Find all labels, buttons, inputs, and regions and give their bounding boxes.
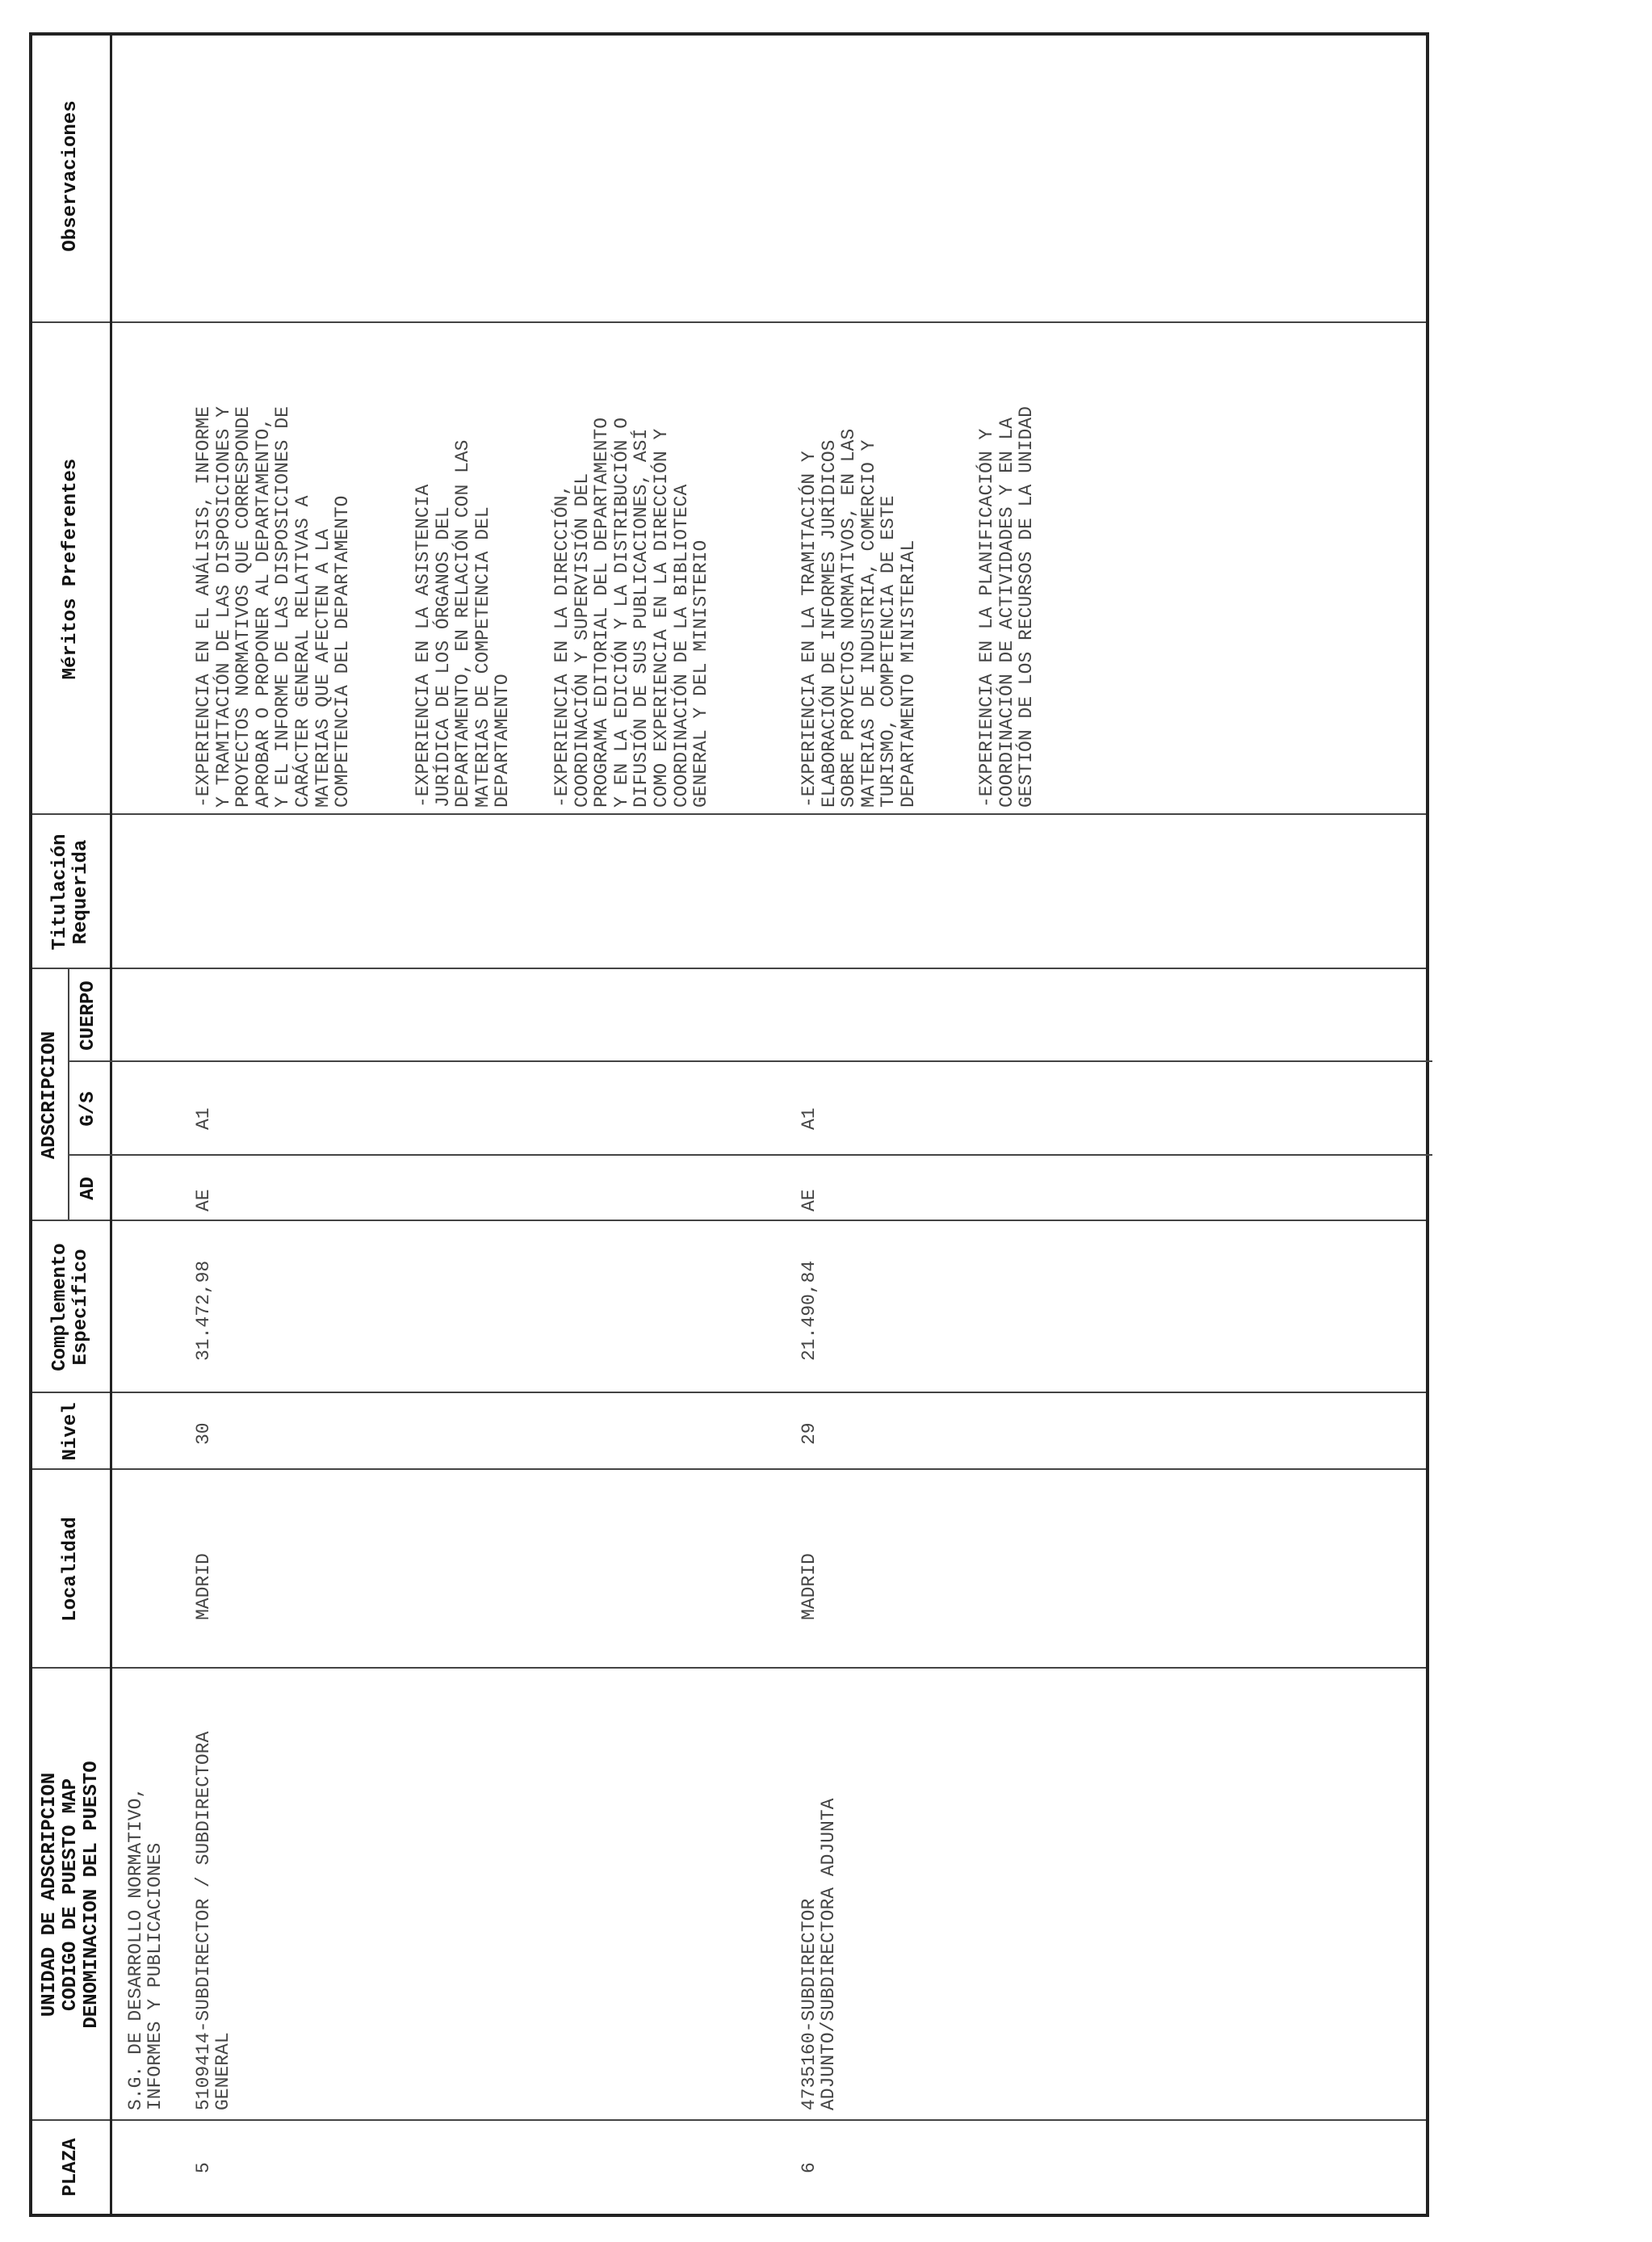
column-divider [32,321,1426,323]
header-observaciones: Observaciones [60,100,82,252]
row-5-nivel: 30 [193,1422,214,1445]
row-6-nivel: 29 [799,1422,820,1445]
header-plaza: PLAZA [60,2138,82,2197]
row-6-puesto: 4735160-SUBDIRECTOR ADJUNTO/SUBDIRECTORA ADJUNTA [799,1798,839,2110]
column-divider [32,1392,1426,1393]
row-5-gs: A1 [193,1107,214,1130]
row-6-complemento: 21.490,84 [799,1260,820,1361]
column-divider [32,1667,1426,1669]
column-divider [32,2119,1426,2121]
row-6-gs: A1 [799,1107,820,1130]
row-6-plaza: 6 [799,2162,820,2173]
row-6-localidad: MADRID [799,1553,820,1620]
row-5-puesto: 5109414-SUBDIRECTOR / SUBDIRECTORA GENERAL [193,1731,233,2110]
row-5-complemento: 31.472,98 [193,1260,214,1361]
gs-cuerpo-divider [68,1060,1432,1062]
row-5-ad: AE [193,1189,214,1211]
header-meritos: Méritos Preferentes [60,458,82,680]
header-rule [110,36,112,2214]
header-titulacion: Titulación Requerida [49,833,92,951]
column-divider [32,1468,1426,1470]
header-gs: G/S [78,1091,99,1127]
column-divider [32,1220,1426,1221]
row-6-ad: AE [799,1189,820,1211]
header-ad: AD [78,1177,99,1200]
header-localidad: Localidad [60,1517,82,1622]
header-complemento: Complemento Específico [49,1243,92,1371]
row-5-merito-1: -EXPERIENCIA EN EL ANÁLISIS, INFORME Y TRAMITACIÓN DE LAS DISPOSICIONES Y PROYECTOS NORMATIVOS QUE CORRESPONDE APROBAR O PROPONER AL DEPARTAMENTO, Y EL INFORME DE LAS DISPOSICIONES DE CARÁCTER GENERAL RELATIVAS A MATERIAS QUE AFECTEN A LA COMPETENCIA DEL DEPARTAMENTO [193,406,354,808]
ad-gs-divider [68,1154,1432,1156]
header-cuerpo: CUERPO [78,980,99,1051]
header-unidad: UNIDAD DE ADSCRIPCION CODIGO DE PUESTO MAP DENOMINACION DEL PUESTO [39,1761,103,2029]
row-5-plaza: 5 [193,2162,214,2173]
header-nivel: Nivel [60,1402,82,1461]
positions-table [29,32,1429,2217]
header-adscripcion: ADSCRIPCION [39,1031,61,1160]
row-5-merito-3: -EXPERIENCIA EN LA DIRECCIÓN, COORDINACIÓN Y SUPERVISIÓN DEL PROGRAMA EDITORIAL DEL DEPARTAMENTO Y EN LA EDICIÓN Y LA DISTRIBUCIÓN O DIFUSIÓN DE SUS PUBLICACIONES, ASÍ COMO EXPERIENCIA EN LA DIRECCIÓN Y COORDINACIÓN DE LA BIBLIOTECA GENERAL Y DEL MINISTERIO [551,417,712,808]
row-5-localidad: MADRID [193,1553,214,1620]
column-divider [32,813,1426,815]
row-6-merito-1: -EXPERIENCIA EN LA TRAMITACIÓN Y ELABORACIÓN DE INFORMES JURÍDICOS SOBRE PROYECTOS NORMATIVOS, EN LAS MATERIAS DE INDUSTRIA, COMERCIO Y TURISMO, COMPETENCIA DE ESTE DEPARTAMENTO MINISTERIAL [799,428,919,808]
column-divider [32,968,1426,969]
row-6-merito-2: -EXPERIENCIA EN LA PLANIFICACIÓN Y COORDINACIÓN DE ACTIVIDADES Y EN LA GESTIÓN DE LOS RECURSOS DE LA UNIDAD [976,406,1038,808]
row-5-merito-2: -EXPERIENCIA EN LA ASISTENCIA JURÍDICA DE LOS ÓRGANOS DEL DEPARTAMENTO, EN RELACIÓN CON LAS MATERIAS DE COMPETENCIA DEL DEPARTAMENTO [413,439,514,808]
unit-heading: S.G. DE DESARROLLO NORMATIVO, INFORMES Y PUBLICACIONES [125,1786,166,2110]
